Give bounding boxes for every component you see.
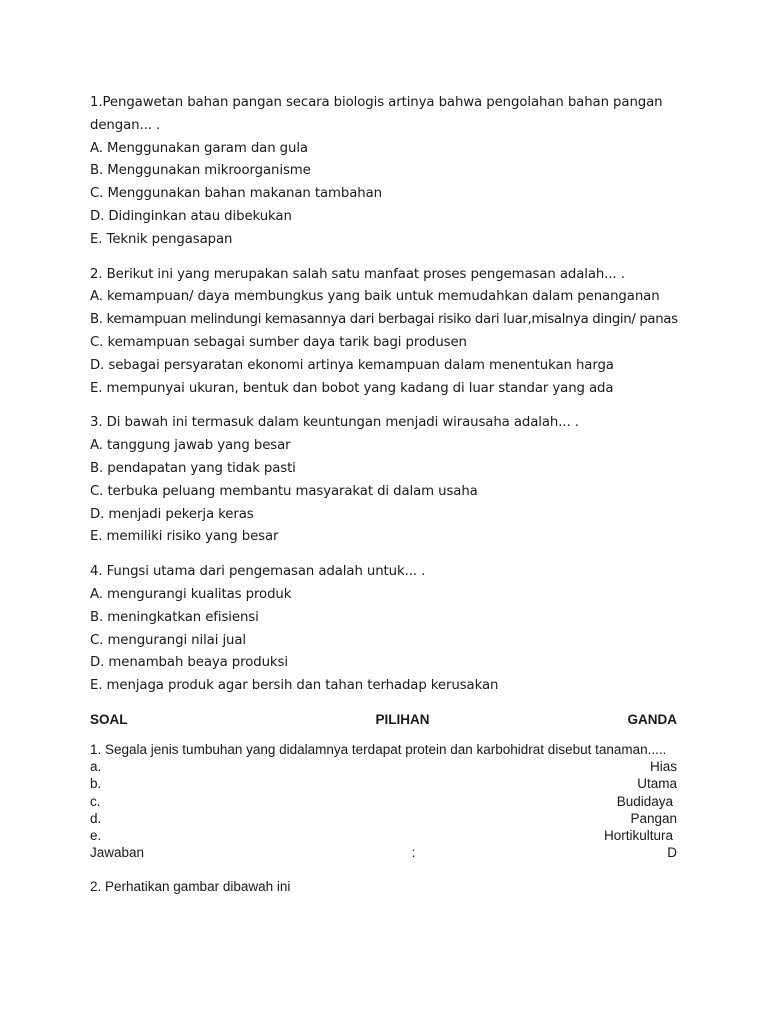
question-1-option-e: E. Teknik pengasapan <box>90 231 233 247</box>
document-page <box>90 92 680 896</box>
question-1-option-b: B. Menggunakan mikroorganisme <box>90 163 311 179</box>
mc-question-1-text: 1. Segala jenis tumbuhan yang didalamnya terdapat protein dan karbohidrat disebut tanaman..... <box>90 741 667 757</box>
question-4-option-c: C. mengurangi nilai jual <box>90 632 247 648</box>
question-1-option-c: C. Menggunakan bahan makanan tambahan <box>90 186 382 202</box>
question-2-option-c: C. kemampuan sebagai sumber daya tarik bagi produsen <box>90 334 467 350</box>
question-4-option-e: E. menjaga produk agar bersih dan tahan terhadap kerusakan <box>90 678 499 694</box>
question-4-option-b: B. meningkatkan efisiensi <box>90 609 259 625</box>
mc-option-d-label: d. <box>90 810 102 826</box>
question-1-option-d: D. Didinginkan atau dibekukan <box>90 208 292 224</box>
question-2-text: 2. Berikut ini yang merupakan salah satu manfaat proses pengemasan adalah... . <box>90 266 625 282</box>
question-2-option-b: B. kemampuan melindungi kemasannya dari berbagai risiko dari luar,misalnya dingin/ panas <box>90 312 678 328</box>
question-3-option-a: A. tanggung jawab yang besar <box>90 438 291 454</box>
section-heading <box>90 712 677 727</box>
question-2-option-d: D. sebagai persyaratan ekonomi artinya kemampuan dalam menentukan harga <box>90 357 614 373</box>
mc-option-b-label: b. <box>90 776 102 792</box>
mc-option-e-label: e. <box>90 827 102 843</box>
mc-option-a-value: Hias <box>649 759 677 775</box>
question-block-2 <box>90 264 680 401</box>
mc-option-c-label: c. <box>90 793 101 809</box>
question-3-option-d: D. menjadi pekerja keras <box>90 506 254 522</box>
question-1-option-a: A. Menggunakan garam dan gula <box>90 140 308 156</box>
question-block-3 <box>90 412 680 549</box>
mc-option-d-value: Pangan <box>630 810 677 826</box>
question-2-option-e: E. mempunyai ukuran, bentuk dan bobot yang kadang di luar standar yang ada <box>90 380 614 396</box>
answer-colon: : <box>411 845 416 861</box>
question-2-option-a: A. kemampuan/ daya membungkus yang baik untuk memudahkan dalam penanganan <box>90 289 660 305</box>
answer-label: Jawaban <box>90 845 145 861</box>
answer-value: D <box>667 845 678 861</box>
question-4-option-a: A. mengurangi kualitas produk <box>90 586 292 602</box>
mc-option-b-value: Utama <box>637 776 677 792</box>
mc-option-row-b <box>90 775 677 792</box>
question-3-option-c: C. terbuka peluang membantu masyarakat di dalam usaha <box>90 483 478 499</box>
mc-question-2-text: 2. Perhatikan gambar dibawah ini <box>90 879 291 895</box>
question-block-1 <box>90 92 680 252</box>
question-3-text: 3. Di bawah ini termasuk dalam keuntungan menjadi wirausaha adalah... . <box>90 415 579 431</box>
question-block-4 <box>90 561 680 698</box>
mc-option-a-label: a. <box>90 759 102 775</box>
question-3-option-b: B. pendapatan yang tidak pasti <box>90 460 296 476</box>
heading-word-pilihan: PILIHAN <box>375 711 430 727</box>
mc-option-c-value: Budidaya <box>616 793 673 809</box>
mc-option-row-d <box>90 810 677 827</box>
mc-option-e-value: Hortikultura <box>603 827 673 843</box>
question-4-text: 4. Fungsi utama dari pengemasan adalah untuk... . <box>90 564 426 580</box>
mc-question-2 <box>90 878 680 895</box>
mc-option-row-c <box>90 793 677 810</box>
mc-option-row-e <box>90 827 677 844</box>
heading-word-ganda: GANDA <box>627 711 677 727</box>
mc-option-row-a <box>90 758 677 775</box>
question-1-text-line-1: 1.Pengawetan bahan pangan secara biologis artinya bahwa pengolahan bahan pangan <box>90 95 663 110</box>
question-1-text-line-2: dengan... . <box>90 117 161 133</box>
mc-answer-row <box>90 844 677 861</box>
heading-word-soal: SOAL <box>90 711 128 727</box>
mc-question-1 <box>90 741 680 861</box>
question-4-option-d: D. menambah beaya produksi <box>90 655 288 671</box>
question-3-option-e: E. memiliki risiko yang besar <box>90 529 279 545</box>
